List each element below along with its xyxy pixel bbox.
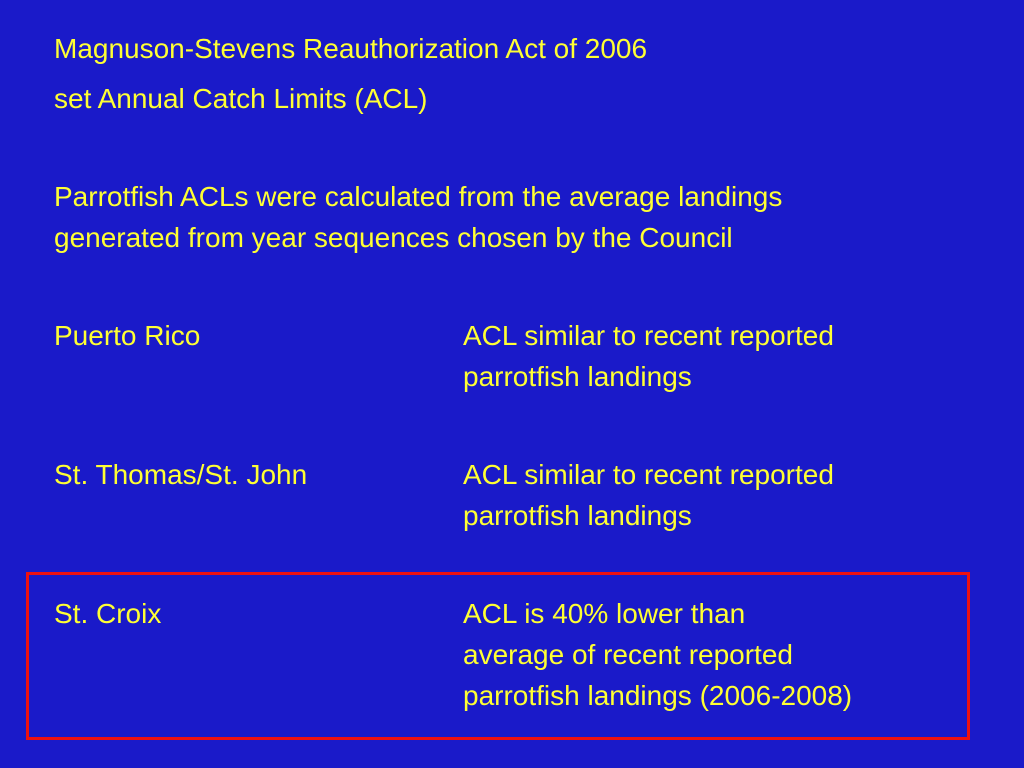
region-note-puerto-rico-line-1: ACL similar to recent reported (463, 320, 834, 351)
region-name-st-croix: St. Croix (54, 598, 162, 629)
region-name-puerto-rico: Puerto Rico (54, 320, 201, 351)
region-note-st-thomas-line-1: ACL similar to recent reported (463, 459, 834, 490)
region-note-st-croix-line-1: ACL is 40% lower than (463, 598, 746, 629)
region-note-puerto-rico-line-2: parrotfish landings (463, 361, 692, 392)
region-note-st-croix-line-3: parrotfish landings (2006-2008) (463, 680, 853, 711)
summary-line-2: generated from year sequences chosen by the Council (54, 222, 733, 253)
intro-line-2: set Annual Catch Limits (ACL) (54, 83, 428, 114)
region-note-st-croix-line-2: average of recent reported (463, 639, 793, 670)
summary-line-1: Parrotfish ACLs were calculated from the average landings (54, 181, 783, 212)
region-name-st-thomas-st-john: St. Thomas/St. John (54, 459, 308, 490)
region-note-st-thomas-line-2: parrotfish landings (463, 500, 692, 531)
intro-line-1: Magnuson-Stevens Reauthorization Act of 2006 (54, 33, 648, 64)
